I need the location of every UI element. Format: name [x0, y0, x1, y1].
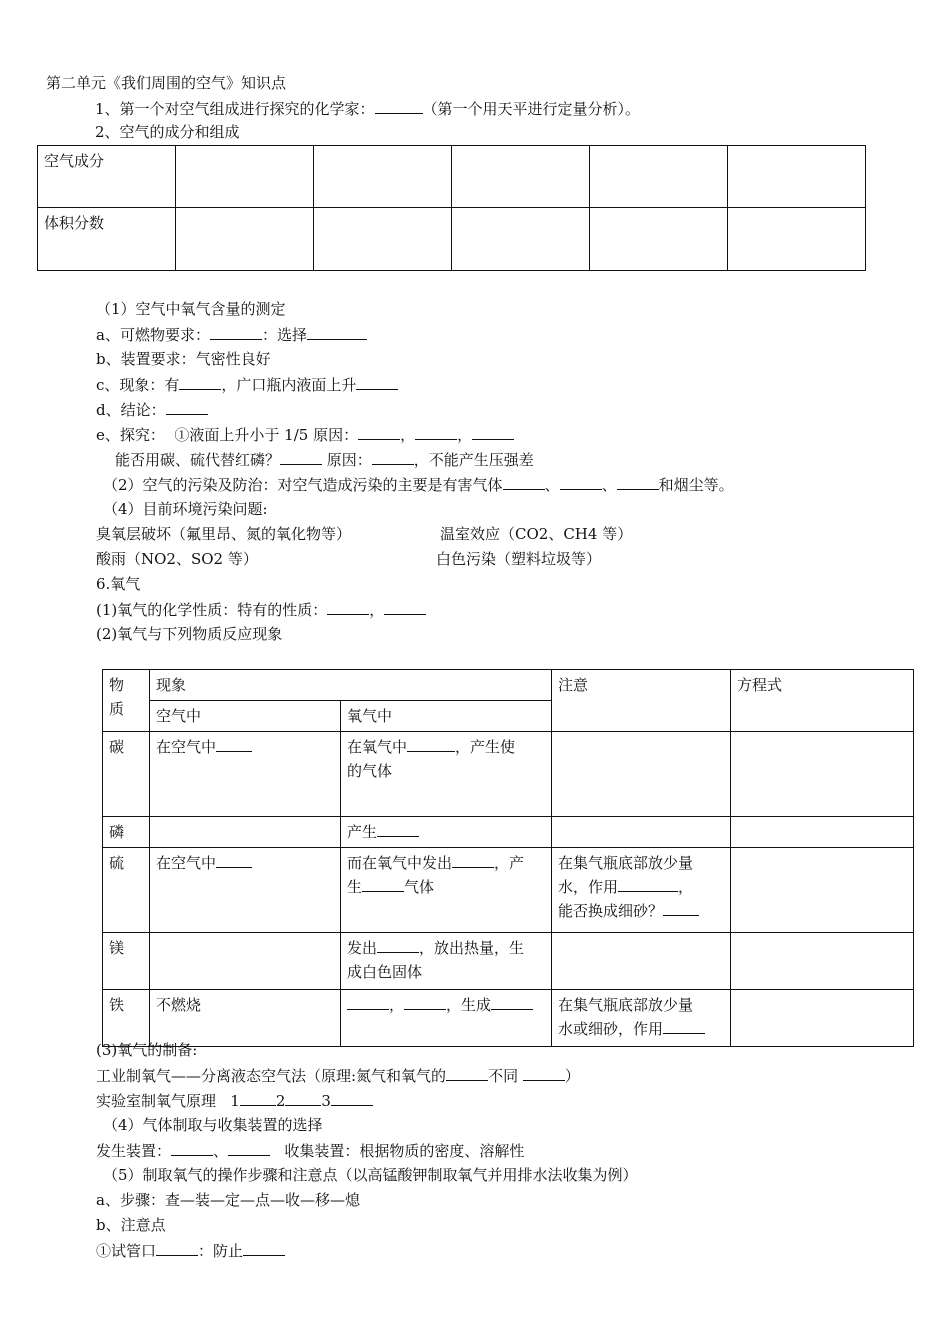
answer-blank[interactable] — [216, 736, 252, 752]
oxygen-property — [96, 599, 426, 620]
line-d — [96, 399, 208, 420]
answer-blank[interactable] — [384, 599, 426, 615]
answer-blank[interactable] — [503, 474, 545, 490]
answer-blank[interactable] — [446, 1065, 488, 1081]
label: 、 — [544, 476, 560, 494]
label: (1)氧气的化学性质：特有的性质： — [96, 601, 328, 619]
label: ， — [400, 426, 416, 444]
label: 在集气瓶底部放少量 — [558, 854, 694, 872]
label: 物 — [109, 676, 125, 694]
label: 水，作用 — [558, 878, 619, 896]
answer-blank[interactable] — [618, 876, 678, 892]
carbon-equation[interactable] — [731, 732, 914, 817]
label: ：防止 — [198, 1242, 244, 1260]
label: 在集气瓶底部放少量 — [558, 996, 694, 1014]
answer-blank[interactable] — [243, 1240, 285, 1256]
label: 发出 — [347, 939, 378, 957]
label: 发生装置： — [96, 1142, 172, 1160]
label: 的气体 — [347, 762, 393, 780]
phosphorus-in-oxygen — [341, 817, 552, 848]
answer-blank[interactable] — [523, 1065, 565, 1081]
air-composition-table — [37, 145, 866, 271]
answer-blank[interactable] — [452, 852, 494, 868]
carbon-note[interactable] — [552, 732, 731, 817]
issue-white-pollution: 白色污染（塑料垃圾等） — [436, 550, 602, 568]
line-f — [115, 449, 534, 470]
answer-blank[interactable] — [407, 736, 455, 752]
label: 成白色固体 — [347, 963, 423, 981]
label: ， — [457, 426, 473, 444]
label: 、 — [601, 476, 617, 494]
answer-blank[interactable] — [375, 98, 423, 114]
answer-blank[interactable] — [663, 1018, 705, 1034]
header-note: 注意 — [552, 670, 731, 732]
iron-in-air: 不燃烧 — [150, 990, 341, 1047]
answer-blank[interactable] — [472, 424, 514, 440]
answer-blank[interactable] — [166, 399, 208, 415]
air-cell[interactable] — [452, 146, 590, 208]
answer-blank[interactable] — [156, 1240, 198, 1256]
air-cell[interactable] — [314, 208, 452, 271]
line-e — [96, 424, 514, 445]
phosphorus-note[interactable] — [552, 817, 731, 848]
lab-prep — [96, 1090, 373, 1111]
answer-blank[interactable] — [491, 994, 533, 1010]
label: 工业制氧气——分离液态空气法（原理:氮气和氧气的 — [96, 1067, 447, 1085]
answer-blank[interactable] — [377, 821, 419, 837]
answer-blank[interactable] — [358, 424, 400, 440]
iron-equation[interactable] — [731, 990, 914, 1047]
sulfur-in-oxygen — [341, 848, 552, 933]
line-b: b、装置要求：气密性良好 — [96, 350, 271, 368]
label: 生 — [347, 878, 363, 896]
section-6-title: 6.氧气 — [96, 575, 141, 593]
apparatus-title: （4）气体制取与收集装置的选择 — [103, 1116, 323, 1134]
answer-blank[interactable] — [171, 1140, 213, 1156]
answer-blank[interactable] — [179, 374, 221, 390]
label: 原因： — [322, 451, 372, 469]
item-1 — [95, 98, 640, 119]
label: a、可燃物要求： — [96, 326, 210, 344]
answer-blank[interactable] — [228, 1140, 270, 1156]
magnesium-in-air[interactable] — [150, 933, 341, 990]
notes-line: b、注意点 — [96, 1216, 166, 1234]
label: 收集装置：根据物质的密度、溶解性 — [270, 1142, 525, 1160]
air-cell[interactable] — [728, 208, 866, 271]
iron-in-oxygen — [341, 990, 552, 1047]
air-cell[interactable] — [176, 146, 314, 208]
label: 质 — [109, 700, 125, 718]
section-1-title: （1）空气中氧气含量的测定 — [96, 300, 286, 318]
answer-blank[interactable] — [356, 374, 398, 390]
section-3-title: (3)氧气的制备: — [96, 1041, 198, 1059]
phosphorus-in-air[interactable] — [150, 817, 341, 848]
tube-mouth-line — [96, 1240, 285, 1261]
label: 能否用碳、硫代替红磷？ — [115, 451, 281, 469]
answer-blank[interactable] — [210, 324, 262, 340]
magnesium-in-oxygen — [341, 933, 552, 990]
air-cell[interactable] — [176, 208, 314, 271]
issue-acid-rain: 酸雨（NO2、SO2 等） — [96, 550, 258, 568]
header-equation: 方程式 — [731, 670, 914, 732]
answer-blank[interactable] — [307, 324, 367, 340]
air-row-label-component: 空气成分 — [38, 146, 176, 208]
sulfur-equation[interactable] — [731, 848, 914, 933]
header-phenomenon: 现象 — [150, 670, 552, 701]
answer-blank[interactable] — [404, 994, 446, 1010]
issue-greenhouse: 温室效应（CO2、CH4 等） — [440, 525, 633, 543]
phosphorus-equation[interactable] — [731, 817, 914, 848]
label: 在空气中 — [156, 738, 217, 756]
page-title: 第二单元《我们周围的空气》知识点 — [46, 74, 287, 92]
label: ，不能产生压强差 — [413, 451, 534, 469]
apparatus-line — [96, 1140, 524, 1161]
answer-blank[interactable] — [280, 449, 322, 465]
answer-blank[interactable] — [372, 449, 414, 465]
label: 实验室制氧气原理 1 — [96, 1092, 240, 1110]
header-in-oxygen: 氧气中 — [341, 701, 552, 732]
label: ：选择 — [261, 326, 307, 344]
label: 2 — [275, 1092, 286, 1110]
label: ①试管口 — [96, 1242, 157, 1260]
issue-ozone: 臭氧层破坏（氟里昂、氮的氧化物等） — [96, 525, 352, 543]
section-5-title: （5）制取氧气的操作步骤和注意点（以高锰酸钾制取氧气并用排水法收集为例） — [103, 1166, 638, 1184]
label: ，生成 — [446, 996, 492, 1014]
label: 气体 — [404, 878, 435, 896]
air-cell[interactable] — [452, 208, 590, 271]
label: e、探究： ①液面上升小于 1/5 原因： — [96, 426, 359, 444]
air-cell[interactable] — [314, 146, 452, 208]
reaction-heading: (2)氧气与下列物质反应现象 — [96, 625, 283, 643]
section-4-title: （4）目前环境污染问题: — [103, 500, 268, 518]
header-substance — [103, 670, 150, 732]
label: （2）空气的污染及防治：对空气造成污染的主要是有害气体 — [103, 476, 503, 494]
steps-line: a、步骤：查—装—定—点—收—移—熄 — [96, 1191, 360, 1209]
substance-phosphorus: 磷 — [103, 817, 150, 848]
air-row-label-volume: 体积分数 — [38, 208, 176, 271]
label: c、现象：有 — [96, 376, 180, 394]
label: 、 — [213, 1142, 229, 1160]
substance-sulfur: 硫 — [103, 848, 150, 933]
air-cell[interactable] — [590, 146, 728, 208]
item-1-note: （第一个用天平进行定量分析）。 — [422, 100, 641, 118]
substance-magnesium: 镁 — [103, 933, 150, 990]
label: ， — [678, 878, 694, 896]
label: 能否换成细砂？ — [558, 902, 664, 920]
magnesium-equation[interactable] — [731, 933, 914, 990]
label: 产生 — [347, 823, 378, 841]
answer-blank[interactable] — [347, 994, 389, 1010]
item-1-text: 1、第一个对空气组成进行探究的化学家： — [95, 100, 375, 118]
answer-blank[interactable] — [415, 424, 457, 440]
answer-blank[interactable] — [663, 900, 699, 916]
answer-blank[interactable] — [617, 474, 659, 490]
magnesium-note[interactable] — [552, 933, 731, 990]
label: ， — [369, 601, 385, 619]
header-in-air: 空气中 — [150, 701, 341, 732]
section-2 — [103, 474, 734, 495]
label: 水或细砂，作用 — [558, 1020, 664, 1038]
label: ，产 — [494, 854, 525, 872]
substance-carbon: 碳 — [103, 732, 150, 817]
label: ） — [564, 1067, 580, 1085]
label: 在空气中 — [156, 854, 217, 872]
answer-blank[interactable] — [560, 474, 602, 490]
air-cell[interactable] — [728, 146, 866, 208]
label: 而在氧气中发出 — [347, 854, 453, 872]
sulfur-in-air — [150, 848, 341, 933]
industrial-prep — [96, 1065, 580, 1086]
answer-blank[interactable] — [216, 852, 252, 868]
line-c — [96, 374, 398, 395]
answer-blank[interactable] — [377, 937, 419, 953]
label: ，产生使 — [455, 738, 516, 756]
answer-blank[interactable] — [240, 1090, 276, 1106]
item-2: 2、空气的成分和组成 — [95, 123, 240, 141]
carbon-in-air — [150, 732, 341, 817]
answer-blank[interactable] — [362, 876, 404, 892]
air-cell[interactable] — [590, 208, 728, 271]
label: d、结论： — [96, 401, 166, 419]
substance-iron: 铁 — [103, 990, 150, 1047]
iron-note — [552, 990, 731, 1047]
carbon-in-oxygen — [341, 732, 552, 817]
answer-blank[interactable] — [285, 1090, 321, 1106]
label: ，放出热量，生 — [419, 939, 525, 957]
reaction-table — [102, 669, 914, 1047]
label: 不同 — [488, 1067, 523, 1085]
label: 在氧气中 — [347, 738, 408, 756]
label: ， — [389, 996, 405, 1014]
answer-blank[interactable] — [327, 599, 369, 615]
label: 3 — [321, 1092, 331, 1110]
answer-blank[interactable] — [331, 1090, 373, 1106]
label: ，广口瓶内液面上升 — [221, 376, 357, 394]
line-a — [96, 324, 367, 345]
label: 和烟尘等。 — [658, 476, 734, 494]
sulfur-note — [552, 848, 731, 933]
